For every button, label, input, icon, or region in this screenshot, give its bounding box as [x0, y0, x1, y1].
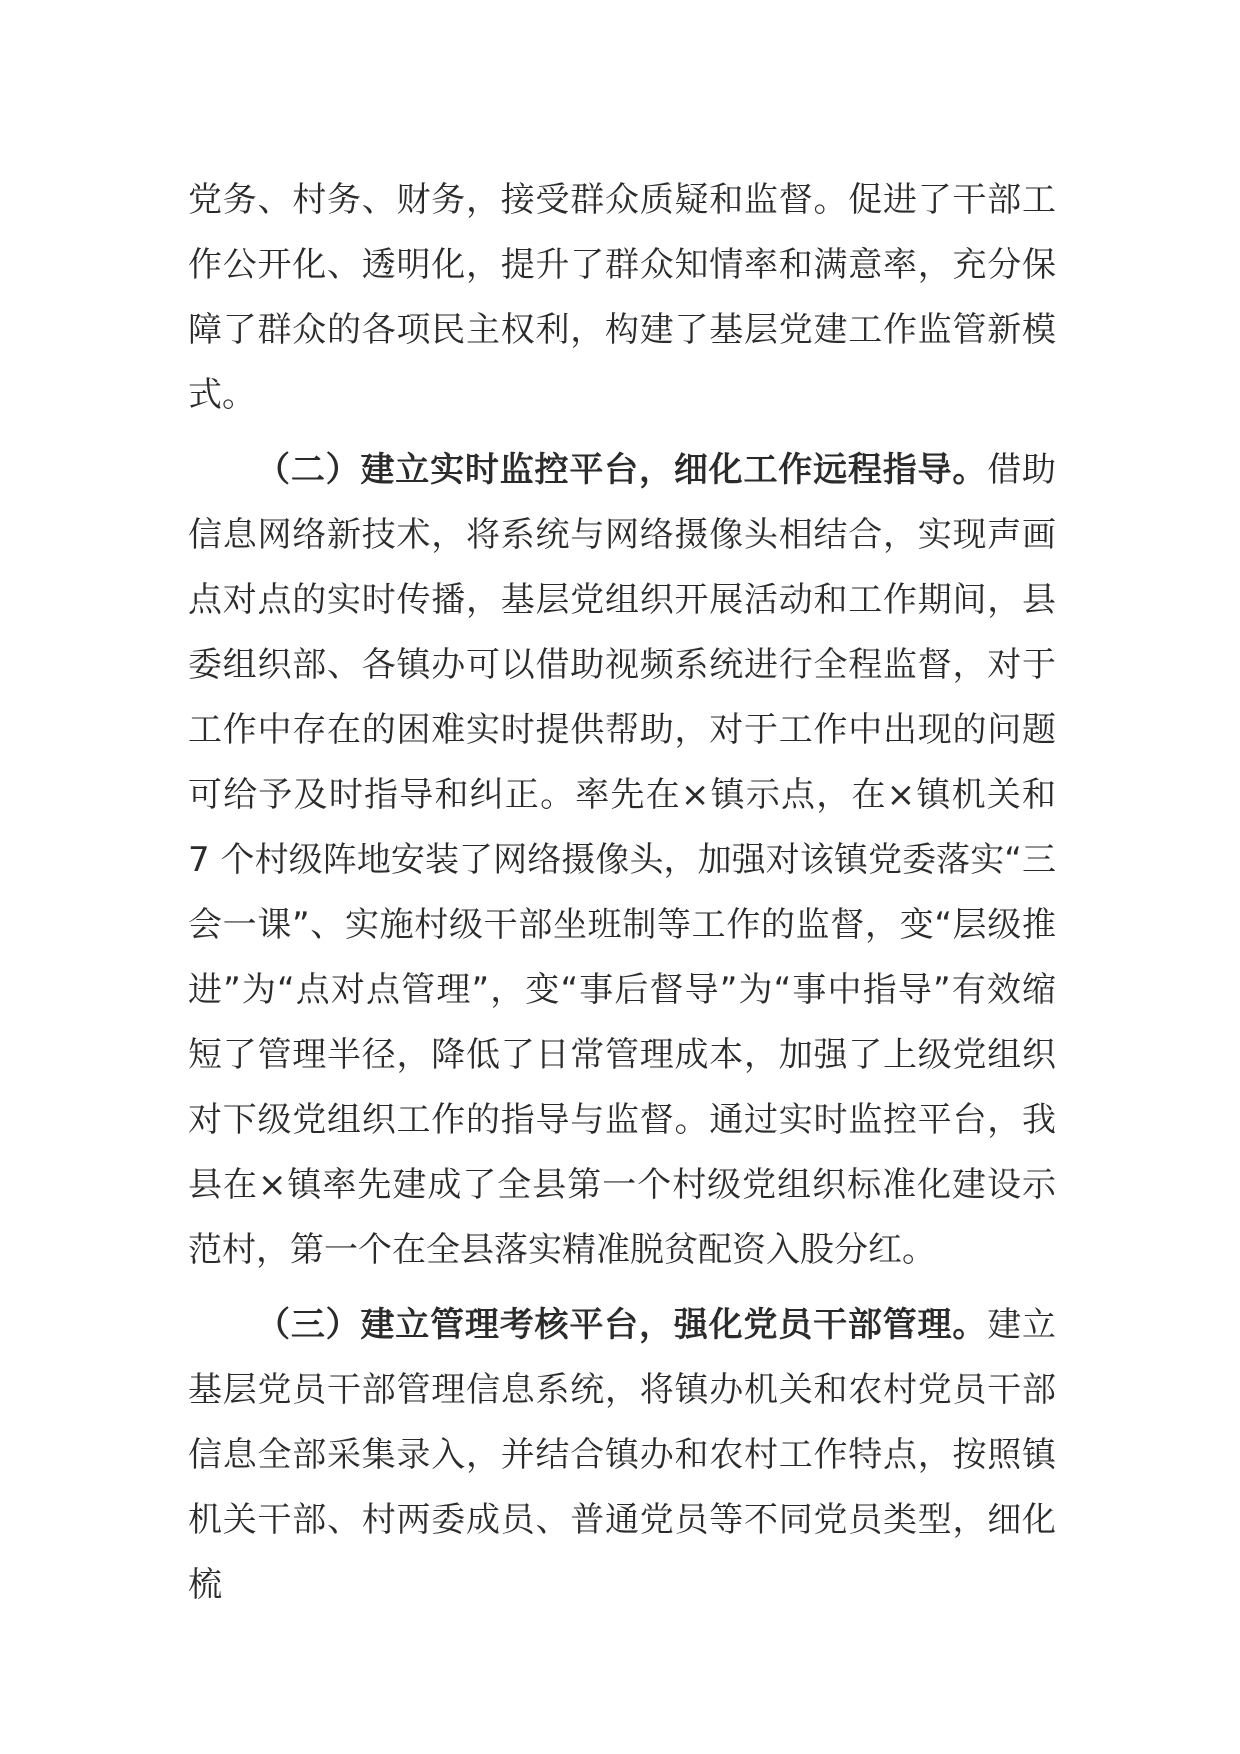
paragraph-continuation: [188, 168, 1056, 428]
section-heading: （二）建立实时监控平台，细化工作远程指导。: [256, 450, 988, 490]
paragraph-section-3: [188, 1293, 1056, 1618]
paragraph-text: 党务、村务、财务，接受群众质疑和监督。促进了干部工作公开化、透明化，提升了群众知情率和满意率，充分保障了群众的各项民主权利，构建了基层党建工作监管新模式。: [188, 180, 1056, 415]
section-heading: （三）建立管理考核平台，强化党员干部管理。: [256, 1305, 988, 1345]
paragraph-text: 借助信息网络新技术，将系统与网络摄像头相结合，实现声画点对点的实时传播，基层党组织开展活动和工作期间，县委组织部、各镇办可以借助视频系统进行全程监督，对于工作中存在的困难实时提供帮助，对于工作中出现的问题可给予及时指导和纠正。率先在×镇示点，在×镇机关和 7 个村级阵地安装了网络摄像头，加强对该镇党委落实“三会一课”、实施村级干部坐班制等工作的监督，变“层级推进”为“点对点管理”，变“事后督导”为“事中指导”有效缩短了管理半径，降低了日常管理成本，加强了上级党组织对下级党组织工作的指导与监督。通过实时监控平台，我县在×镇率先建成了全县第一个村级党组织标准化建设示范村，第一个在全县落实精准脱贫配资入股分红。: [188, 450, 1057, 1270]
paragraph-section-2: [188, 438, 1056, 1283]
paragraph-text: 建立基层党员干部管理信息系统，将镇办机关和农村党员干部信息全部采集录入，并结合镇办和农村工作特点，按照镇机关干部、村两委成员、普通党员等不同党员类型，细化梳: [188, 1305, 1057, 1605]
document-page: [188, 168, 1056, 1618]
